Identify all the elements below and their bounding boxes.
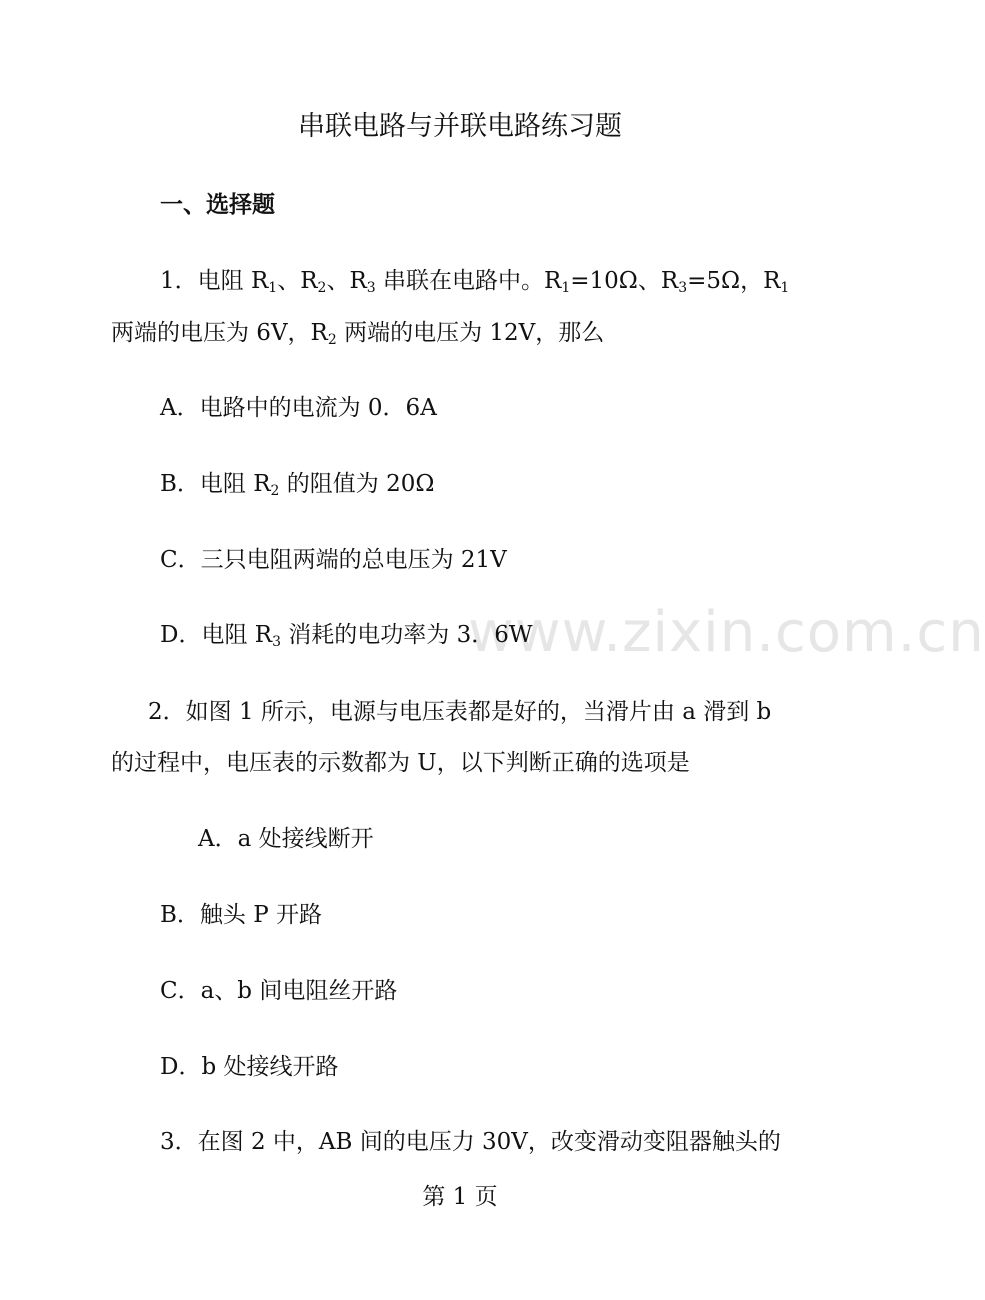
subscript: 2 <box>327 332 337 348</box>
document-title: 串联电路与并联电路练习题 <box>298 111 622 142</box>
subscript: 2 <box>317 280 327 296</box>
question-2-option-d: D．b 处接线开路 <box>160 1054 339 1080</box>
text-run: =10Ω、R <box>570 268 679 294</box>
question-1-option-a: A．电路中的电流为 0．6A <box>160 395 437 421</box>
question-1-option-d <box>160 620 533 650</box>
text-run: 1．电阻 R <box>160 268 269 294</box>
text-run: 两端的电压为 12V，那么 <box>336 320 605 346</box>
question-2-line-2: 的过程中，电压表的示数都为 U，以下判断正确的选项是 <box>111 750 690 776</box>
page-number: 第 1 页 <box>422 1184 498 1210</box>
subscript: 3 <box>366 280 376 296</box>
text-run: 、R <box>277 268 318 294</box>
subscript: 3 <box>678 280 688 296</box>
question-1-option-c: C．三只电阻两端的总电压为 21V <box>160 547 507 573</box>
text-run: D．电阻 R <box>160 622 273 648</box>
watermark: www.zixin.com.cn <box>468 600 985 665</box>
question-3-line-1: 3．在图 2 中，AB 间的电压力 30V，改变滑动变阻器触头的 <box>160 1129 781 1155</box>
question-1-line-2 <box>111 318 604 348</box>
question-1-line-1 <box>160 266 789 296</box>
question-2-option-b: B．触头 P 开路 <box>160 902 322 928</box>
subscript: 1 <box>561 280 571 296</box>
text-run: =5Ω，R <box>687 268 781 294</box>
question-1-option-b <box>160 469 434 499</box>
text-run: 消耗的电功率为 3．6W <box>281 622 533 648</box>
text-run: 、R <box>326 268 367 294</box>
question-2-line-1: 2．如图 1 所示，电源与电压表都是好的，当滑片由 a 滑到 b <box>148 699 772 725</box>
subscript: 1 <box>268 280 278 296</box>
text-run: 串联在电路中。R <box>375 268 562 294</box>
section-heading: 一、选择题 <box>160 192 275 218</box>
question-2-option-a: A．a 处接线断开 <box>198 826 374 852</box>
text-run: 的阻值为 20Ω <box>279 471 435 497</box>
subscript: 1 <box>780 280 790 296</box>
subscript: 2 <box>270 483 280 499</box>
text-run: 两端的电压为 6V，R <box>111 320 328 346</box>
text-run: B．电阻 R <box>160 471 271 497</box>
subscript: 3 <box>272 634 281 650</box>
question-2-option-c: C．a、b 间电阻丝开路 <box>160 978 398 1004</box>
